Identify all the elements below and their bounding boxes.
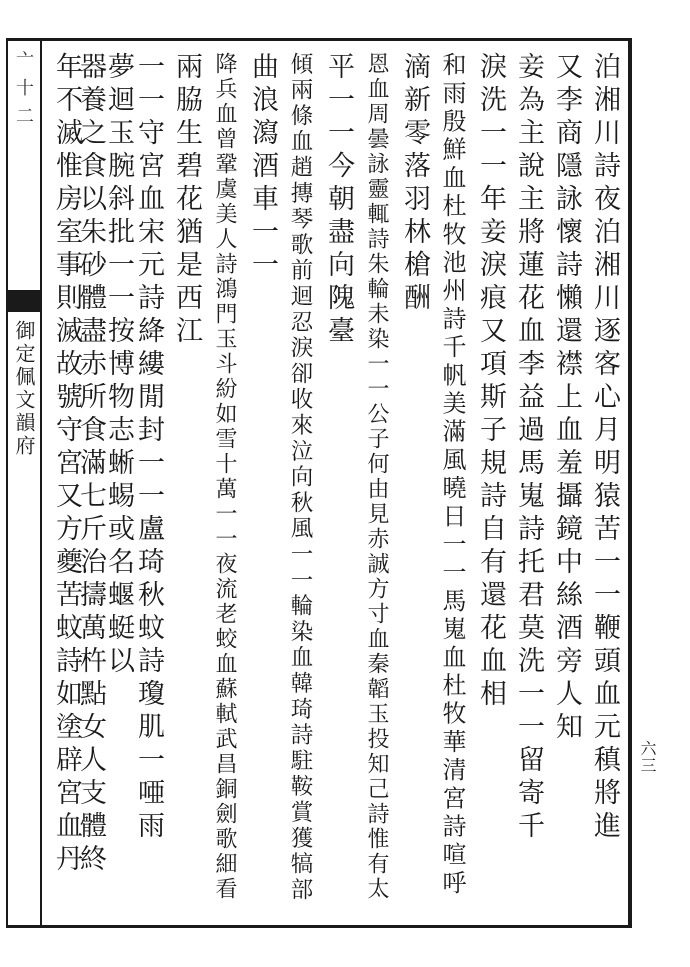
gutter-book-title: 御定佩文韻府 bbox=[12, 320, 36, 458]
text-column-9: 傾兩條血趙摶琴歌前迴忍淚卻收來泣向秋風一一輪染血韓琦詩駐鞍賞獲犒部 bbox=[287, 52, 313, 904]
text-column-3: 妾為主說主將蓮花血李益過馬嵬詩托君莫洗一一留寄千 bbox=[513, 52, 544, 844]
folio-page-number: 六三 bbox=[638, 740, 657, 774]
top-border bbox=[40, 38, 632, 41]
bottom-border bbox=[40, 925, 632, 928]
gutter-rule bbox=[6, 40, 8, 928]
text-column-15: 器養之食以朱砂體盡赤所食滿七斤治擣萬杵點女人支體終 bbox=[75, 52, 106, 877]
text-column-5: 和雨殷鮮血杜牧池州詩千帆美滿風曉日一一馬嵬血杜牧華清宮詩喧呼 bbox=[438, 52, 466, 898]
text-column-12: 兩脇生碧花猶是西江 bbox=[171, 52, 202, 349]
text-column-16: 年不滅惟房室事則滅故號守宮又方夔苦蚊詩如塗辟宮血丹 bbox=[51, 52, 82, 877]
gutter-fishtail-block bbox=[8, 290, 40, 312]
text-column-14: 夢迴玉腕斜批一一按博物志蜥蜴或名蝘蜓以 bbox=[103, 52, 134, 679]
text-column-10: 曲浪瀉酒車一一 bbox=[247, 52, 278, 283]
text-column-7: 恩血周曇詠靈輒詩朱輪未染一一公子何由見赤誠方寸血秦韜玉投知己詩惟有太 bbox=[364, 52, 389, 902]
margin-rule bbox=[40, 40, 42, 928]
text-column-11: 降兵血曾鞏虞美人詩鴻門玉斗紛如雪十萬一一夜流老蛟血蘇軾武昌銅劍歌細看 bbox=[212, 52, 237, 902]
text-column-13: 一一守宮血宋元詩絳縷閒封一一盧琦秋蚊詩瓊肌一唖雨 bbox=[133, 52, 164, 844]
gutter-top-border bbox=[6, 38, 40, 41]
right-border bbox=[628, 40, 632, 928]
gutter-bottom-border bbox=[6, 925, 40, 928]
text-column-4: 淚洗一一年妾淚痕又項斯子規詩自有還花血相 bbox=[475, 52, 506, 712]
gutter-top-marks: 亠十二 bbox=[13, 50, 34, 134]
text-column-6: 滴新零落羽林槍酬 bbox=[399, 52, 430, 316]
text-column-2: 又李商隱詠懷詩懶還襟上血羞攝鏡中絲酒旁人知 bbox=[551, 52, 582, 745]
text-column-1: 泊湘川詩夜泊湘川逐客心月明猿苦一一鞭頭血元稹將進 bbox=[589, 52, 620, 844]
text-column-8: 平一一今朝盡向隗臺 bbox=[323, 52, 354, 349]
